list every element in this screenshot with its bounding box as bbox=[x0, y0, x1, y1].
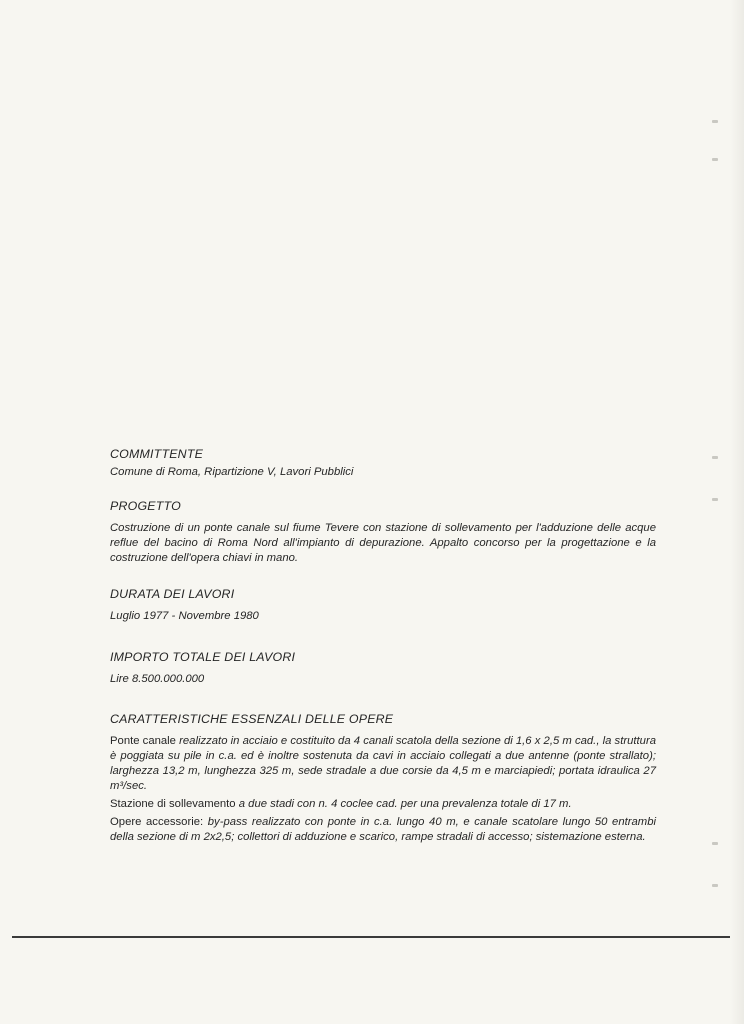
paragraph-text: realizzato in acciaio e costituito da 4 canali scatola della sezione di 1,6 x 2,5 m cad., la struttura è poggiata su pile in c.a. ed è inoltre sostenuta da cavi in acciaio collegati a due antenne (ponte strallato); larghezza 13,2 m, lunghezza 325 m, sede stradale a due corsie da 4,5 m e marciapiedi; portata idraulica 27 m³/sec. bbox=[110, 735, 656, 792]
binding-mark bbox=[712, 498, 718, 501]
paragraph-lead: Stazione di sollevamento bbox=[110, 798, 236, 810]
binding-mark bbox=[712, 158, 718, 161]
paragraph-text: a due stadi con n. 4 coclee cad. per una prevalenza totale di 17 m. bbox=[235, 798, 572, 810]
bottom-divider bbox=[12, 936, 730, 938]
binding-mark bbox=[712, 884, 718, 887]
paragraph-lead: Ponte canale bbox=[110, 735, 176, 747]
paragraph-text: by-pass realizzato con ponte in c.a. lungo 40 m, e canale scatolare lungo 50 entrambi della sezione di m 2x2,5; collettori di adduzione e scarico, rampe stradali di accesso; sistemazione esterna. bbox=[110, 816, 657, 843]
section-title-durata: DURATA DEI LAVORI bbox=[110, 587, 235, 601]
section-title-committente: COMMITTENTE bbox=[110, 447, 204, 461]
paragraph-lead: Opere accessorie: bbox=[110, 816, 204, 828]
section-caratteristiche bbox=[110, 711, 656, 845]
paragraph-stazione bbox=[110, 797, 656, 812]
section-progetto bbox=[110, 498, 656, 566]
paragraph-opere-accessorie bbox=[110, 815, 656, 845]
section-durata bbox=[110, 586, 656, 624]
committente-text: Comune di Roma, Ripartizione V, Lavori Pubblici bbox=[110, 466, 354, 478]
paragraph-ponte-canale bbox=[110, 734, 656, 794]
section-importo bbox=[110, 649, 656, 687]
binding-mark bbox=[712, 120, 718, 123]
document-content bbox=[110, 446, 656, 848]
section-title-importo: IMPORTO TOTALE DEI LAVORI bbox=[110, 650, 296, 664]
section-title-caratteristiche: CARATTERISTICHE ESSENZALI DELLE OPERE bbox=[110, 712, 394, 726]
caratteristiche-text bbox=[110, 734, 656, 845]
binding-mark bbox=[712, 456, 718, 459]
progetto-text: Costruzione di un ponte canale sul fiume Tevere con stazione di sollevamento per l'adduzione delle acque reflue del bacino di Roma Nord all'impianto di depurazione. Appalto concorso per la progettazione e la costruzione dell'opera chiavi in mano. bbox=[110, 522, 656, 564]
section-committente bbox=[110, 446, 656, 480]
importo-text: Lire 8.500.000.000 bbox=[110, 673, 205, 685]
binding-mark bbox=[712, 842, 718, 845]
section-title-progetto: PROGETTO bbox=[110, 499, 181, 513]
durata-text: Luglio 1977 - Novembre 1980 bbox=[110, 610, 259, 622]
page-edge-shadow bbox=[730, 0, 744, 1024]
